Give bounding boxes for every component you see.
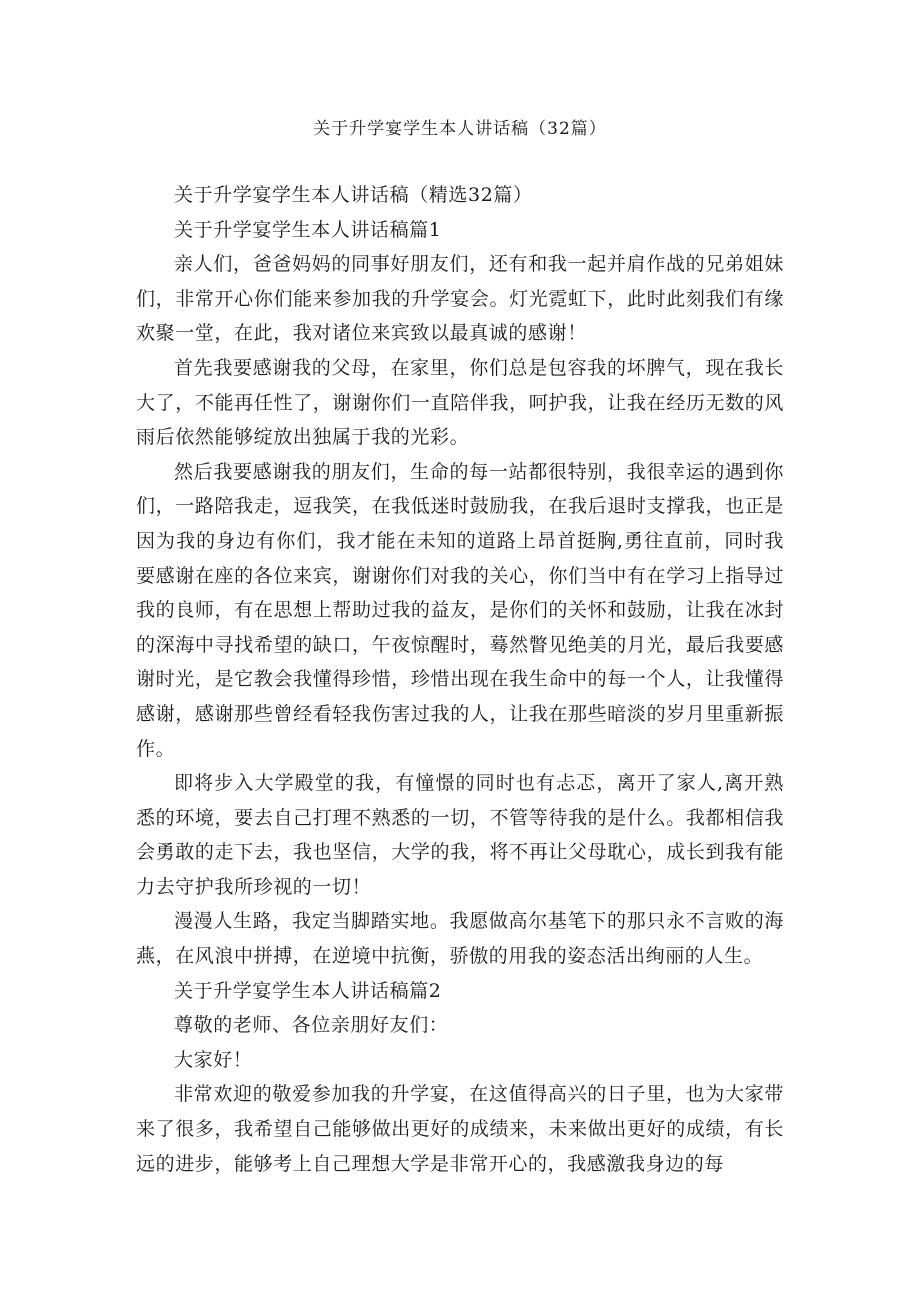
paragraph: 即将步入大学殿堂的我，有憧憬的同时也有忐忑，离开了家人,离开熟悉的环境，要去自己打理不熟悉的一切，不管等待我的是什么。我都相信我会勇敢的走下去，我也坚信，大学的我，将不再让父母耽心，成长到我有能力去守护我所珍视的一切！: [136, 772, 784, 898]
document-body: [136, 178, 784, 1181]
section-heading-1: 关于升学宴学生本人讲话稿篇1: [174, 218, 442, 241]
document-title: 关于升学宴学生本人讲话稿（32篇）: [313, 119, 607, 139]
paragraph: 漫漫人生路，我定当脚踏实地。我愿做高尔基笔下的那只永不言败的海燕，在风浪中拼搏，在逆境中抗衡，骄傲的用我的姿态活出绚丽的人生。: [136, 910, 784, 968]
paragraph: 亲人们，爸爸妈妈的同事好朋友们，还有和我一起并肩作战的兄弟姐妹们，非常开心你们能来参加我的升学宴会。灯光霓虹下，此时此刻我们有缘欢聚一堂，在此，我对诸位来宾致以最真诚的感谢！: [136, 253, 784, 345]
paragraph: 然后我要感谢我的朋友们，生命的每一站都很特别，我很幸运的遇到你们，一路陪我走，逗我笑，在我低迷时鼓励我，在我后退时支撑我，也正是因为我的身边有你们，我才能在未知的道路上昂首挺胸,勇往直前，同时我要感谢在座的各位来宾，谢谢你们对我的关心，你们当中有在学习上指导过我的良师，有在思想上帮助过我的益友，是你们的关怀和鼓励，让我在冰封的深海中寻找希望的缺口，午夜惊醒时，蓦然瞥见绝美的月光，最后我要感谢时光，是它教会我懂得珍惜，珍惜出现在我生命中的每一个人，让我懂得感谢，感谢那些曾经看轻我伤害过我的人，让我在那些暗淡的岁月里重新振作。: [136, 460, 784, 760]
greeting: 大家好！: [174, 1048, 253, 1071]
salutation: 尊敬的老师、各位亲朋好友们：: [174, 1014, 449, 1037]
section-heading-2: 关于升学宴学生本人讲话稿篇2: [174, 979, 442, 1002]
paragraph: 首先我要感谢我的父母，在家里，你们总是包容我的坏脾气，现在我长大了，不能再任性了，谢谢你们一直陪伴我，呵护我，让我在经历无数的风雨后依然能够绽放出独属于我的光彩。: [136, 356, 784, 449]
paragraph-subtitle: 关于升学宴学生本人讲话稿（精选32篇）: [174, 184, 533, 206]
paragraph: 非常欢迎的敬爱参加我的升学宴，在这值得高兴的日子里，也为大家带来了很多，我希望自己能够做出更好的成绩来，未来做出更好的成绩，有长远的进步，能够考上自己理想大学是非常开心的，我感激我身边的每: [136, 1083, 784, 1175]
